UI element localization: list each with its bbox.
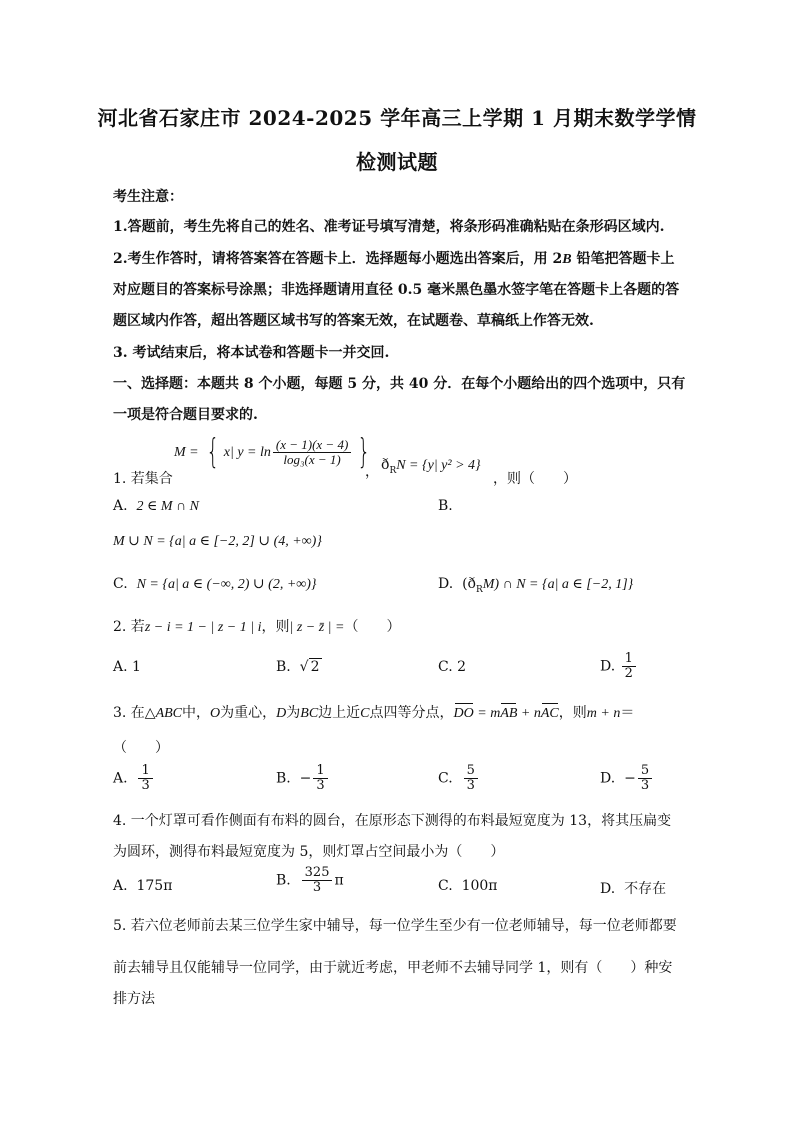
section-heading-line2: 一项是符合题目要求的.	[113, 407, 258, 423]
exam-title-line2: 检测试题	[356, 150, 438, 174]
q3-option-a: A. $\frac{1}{3}$	[113, 764, 155, 793]
exam-title-line1: 河北省石家庄市 2024-2025 学年高三上学期 1 月期末数学学情	[97, 106, 697, 130]
notice-item-2: 2.考生作答时，请将答案答在答题卡上．选择题每小题选出答案后，用 2B 铅笔把答题卡上	[113, 251, 675, 267]
notice-heading: 考生注意：	[113, 189, 183, 205]
q3-option-d: D. − $\frac{5}{3}$	[600, 764, 654, 793]
q2-option-b: B. √ 2	[276, 659, 320, 675]
q1-set-n: $ð_RN = \{y|$ y² > 4}	[381, 457, 481, 476]
q4-option-d: D. 不存在	[600, 881, 667, 897]
notice-item-2-cont1: 对应题目的答案标号涂黑；非选择题请用直径 0.5 毫米黑色墨水签字笔在答题卡上各题的答	[113, 282, 680, 298]
q5-stem-line2: 前去辅导且仅能辅导一位同学，由于就近考虑，甲老师不去辅导同学 1，则有（ ）种安	[113, 960, 673, 976]
q1-lead: 1. 若集合	[113, 471, 173, 487]
q1-tail: ，则（ ）	[493, 471, 577, 487]
q3-option-b: B. − $\frac{1}{3}$	[276, 764, 330, 793]
q1-comma: ，	[365, 464, 379, 480]
q4-option-b: B. $\frac{325}{3}$ π	[276, 865, 344, 895]
notice-item-3: 3. 考试结束后，将本试卷和答题卡一并交回.	[113, 345, 390, 361]
q3-stem: 3. 在△ABC中，O为重心，D为BC边上近C点四等分点，DO = mAB + nAC，则m + n＝	[113, 705, 635, 721]
q4-option-c: C. 100π	[438, 878, 498, 894]
notice-item-1: 1.答题前，考生先将自己的姓名、准考证号填写清楚，将条形码准确粘贴在条形码区域内.	[113, 219, 665, 235]
q2-option-c: C. 2	[438, 659, 467, 675]
q4-stem-line1: 4. 一个灯罩可看作侧面有布料的圆台，在原形态下测得的布料最短宽度为 13，将其压扁变	[113, 813, 672, 829]
q4-option-a: A. 175π	[113, 878, 173, 894]
q1-option-d: D. $(ð_RM)$ ∩ N = {a| a ∈ [−2, 1]}	[438, 576, 634, 595]
q1-option-b-label: B.	[438, 498, 453, 514]
q5-stem-line3: 排方法	[113, 991, 155, 1007]
q2-option-a: A. 1	[113, 659, 141, 675]
q1-option-b: M ∪ N = {a| a ∈ [−2, 2] ∪ (4, +∞)}	[113, 534, 322, 549]
q4-stem-line2: 为圆环，测得布料最短宽度为 5，则灯罩占空间最小为（ ）	[113, 844, 505, 860]
section-heading-line1: 一、选择题：本题共 8 个小题，每题 5 分，共 40 分．在每个小题给出的四个选项中，只有	[113, 376, 686, 392]
q1-set-m: M = { x| y = ln $\frac{(x - 1)(x - 4)}{\text{log₃(x − 1)}}$ }	[174, 432, 371, 472]
q5-stem-line1: 5. 若六位老师前去某三位学生家中辅导，每一位学生至少有一位老师辅导，每一位老师都要	[113, 918, 677, 934]
q2-option-d: D. $\frac{1}{2}$	[600, 652, 638, 681]
notice-item-2-cont2: 题区域内作答，超出答题区域书写的答案无效，在试题卷、草稿纸上作答无效.	[113, 313, 594, 329]
q2-stem: 2. 若z − i = 1 − | z − 1 | i，则| z − z̄ | =（ ）	[113, 619, 401, 635]
q1-option-a: A. 2 ∈ M ∩ N	[113, 498, 199, 514]
q3-paren: （ ）	[113, 740, 169, 756]
q1-option-c: C. N = {a| a ∈ (−∞, 2) ∪ (2, +∞)}	[113, 576, 317, 592]
q3-option-c: C. $\frac{5}{3}$	[438, 764, 480, 793]
